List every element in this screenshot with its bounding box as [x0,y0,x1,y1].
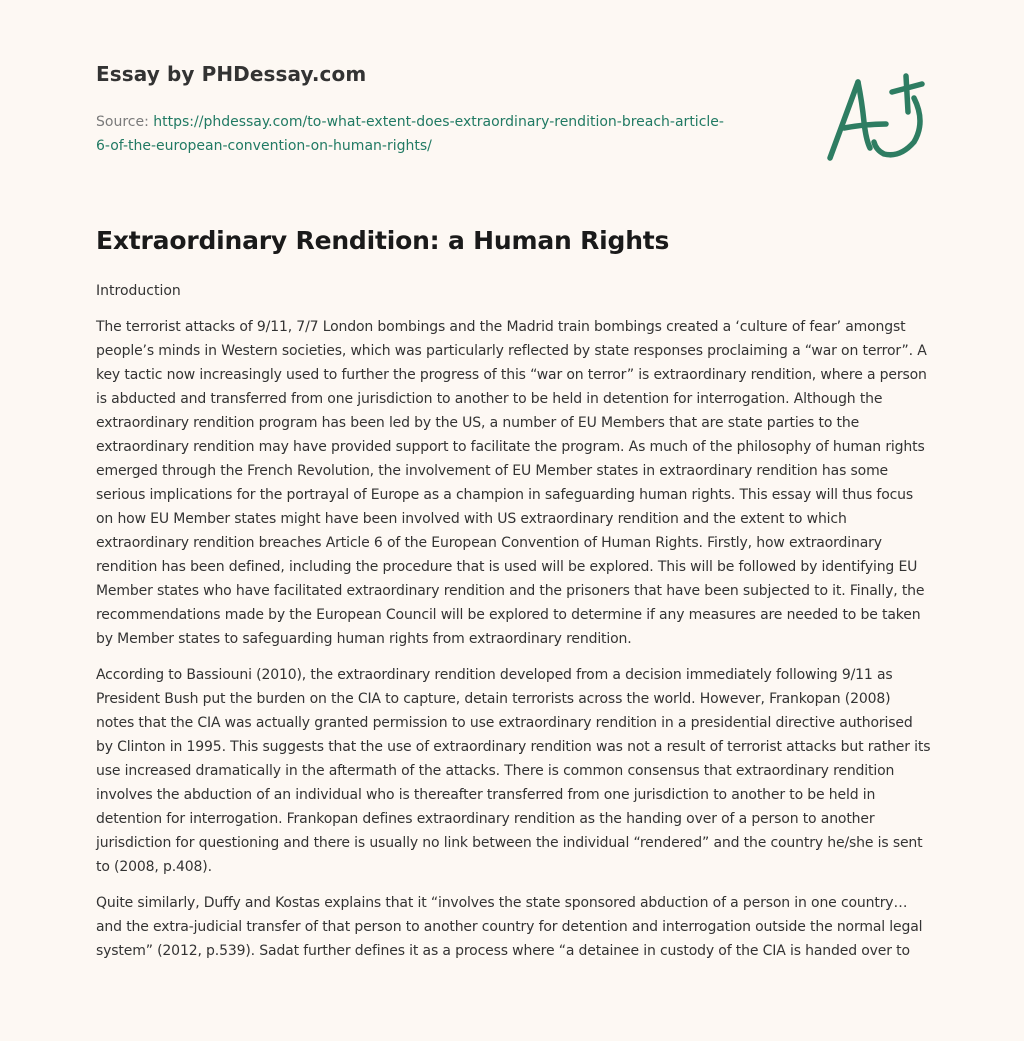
source-label: Source: [96,114,154,130]
source-line [96,110,736,158]
paragraph-1: The terrorist attacks of 9/11, 7/7 London bombings and the Madrid train bombings created a ‘culture of fear’ amongst people’s minds in Western societies, which was particularly reflected by state responses proclaiming a “war on terror”. A key tactic now increasingly used to further the progress of this “war on terror” is extraordinary rendition, where a person is abducted and transferred from one jurisdiction to another to be held in detention for interrogation. Although the extraordinary rendition program has been led by the US, a number of EU Members that are state parties to the extraordinary rendition may have provided support to facilitate the program. As much of the philosophy of human rights emerged through the French Revolution, the involvement of EU Member states in extraordinary rendition has some serious implications for the portrayal of Europe as a champion in safeguarding human rights. This essay will thus focus on how EU Member states might have been involved with US extraordinary rendition and the extent to which extraordinary rendition breaches Article 6 of the European Convention of Human Rights. Firstly, how extraordinary rendition has been defined, including the procedure that is used will be explored. This will be followed by identifying EU Member states who have facilitated extraordinary rendition and the prisoners that have been subjected to it. Finally, the recommendations made by the European Council will be explored to determine if any measures are needed to be taken by Member states to safeguarding human rights from extraordinary rendition. [96,319,927,647]
essay-article [96,226,932,975]
article-title: Extraordinary Rendition: a Human Rights [96,226,670,255]
source-link[interactable]: https://phdessay.com/to-what-extent-does-extraordinary-rendition-breach-article-6-of-the-european-convention-on-human-rights/ [96,114,724,154]
a-plus-grade-icon [818,62,936,168]
paragraph-2: According to Bassiouni (2010), the extraordinary rendition developed from a decision immediately following 9/11 as President Bush put the burden on the CIA to capture, detain terrorists across the world. However, Frankopan (2008) notes that the CIA was actually granted permission to use extraordinary rendition in a presidential directive authorised by Clinton in 1995. This suggests that the use of extraordinary rendition was not a result of terrorist attacks but rather its use increased dramatically in the aftermath of the attacks. There is common consensus that extraordinary rendition involves the abduction of an individual who is thereafter transferred from one jurisdiction to another to be held in detention for interrogation. Frankopan defines extraordinary rendition as the handing over of a person to another jurisdiction for questioning and there is usually no link between the individual “rendered” and the country he/she is sent to (2008, p.408). [96,667,931,875]
paragraph-3: Quite similarly, Duffy and Kostas explains that it “involves the state sponsored abduction of a person in one country… and the extra-judicial transfer of that person to another country for detention and interrogation outside the normal legal system” (2012, p.539). Sadat further defines it as a process where “a detainee in custody of the CIA is handed over to [96,895,923,959]
page-header [96,62,736,158]
site-title: Essay by PHDessay.com [96,62,367,86]
section-heading-introduction: Introduction [96,283,181,299]
